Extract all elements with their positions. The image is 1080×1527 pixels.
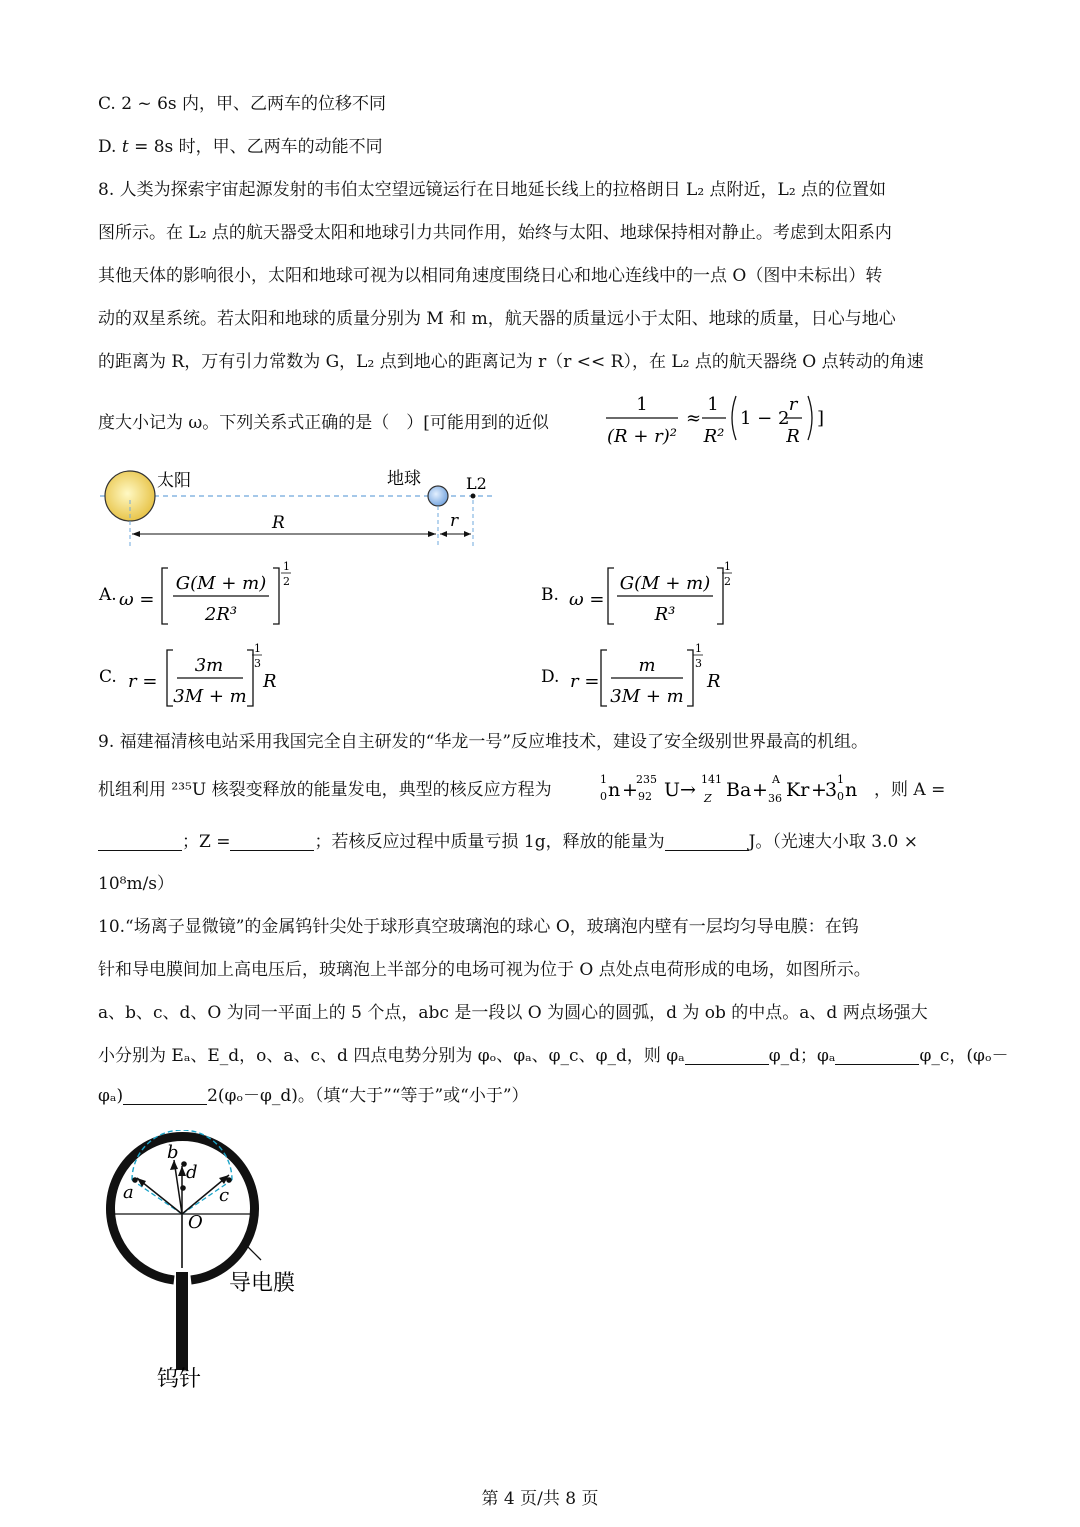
option-b-den: R³ [654,604,676,625]
n-charge: 0 [600,790,607,803]
option-d-var: t [121,137,129,157]
label-O: O [188,1212,203,1233]
q9-energy-text: ；若核反应过程中质量亏损 1g，释放的能量为 [314,832,665,852]
neutron-2: n [845,779,858,801]
distance-R-label: R [272,513,285,533]
distance-r-label: r [450,511,459,531]
figure-field-ion-microscope [95,1130,335,1400]
q10-line-5 [98,1083,529,1109]
earth-icon [428,486,448,506]
u-mass: 235 [636,773,657,786]
page-footer: 第 4 页/共 8 页 [481,1489,599,1509]
option-a-q8 [95,558,315,633]
option-b-lhs: ω = [569,589,605,610]
option-d-den: 3M + m [610,686,684,707]
approx-formula [600,388,840,458]
nuclear-reaction-equation [598,766,888,810]
tungsten-needle [176,1272,188,1370]
n2-mass: 1 [837,773,844,786]
krypton: Kr [786,779,810,801]
l2-label: L2 [466,474,487,493]
neutron: n [608,779,621,801]
q8-line-4: 动的双星系统。若太阳和地球的质量分别为 M 和 m，航天器的质量远小于太阳、地球的质量，日心与地心 [98,309,896,329]
option-c-exp-den: 3 [254,657,261,670]
q10-line-5-text: 2(φₒ－φ_d)。（填“大于”“等于”或“小于”） [207,1086,529,1106]
option-a-num: G(M + m) [175,573,267,594]
q9-line-4: 10⁸m/s） [98,874,175,894]
option-a-den: 2R³ [204,604,238,625]
q9-light-speed-text: J。（光速大小取 3.0 × [748,832,918,852]
label-c: c [219,1185,230,1206]
option-c-exp-num: 1 [254,642,261,655]
option-c-label: C. [99,667,117,687]
q10-line-5-start: φₐ) [98,1086,124,1106]
plus-1: + [622,779,638,801]
answer-blank-phi-a-c[interactable] [835,1046,919,1065]
approx-close: ] [817,408,825,429]
label-conductive-film: 导电膜 [229,1271,296,1296]
answer-blank-phi-a-d[interactable] [685,1046,769,1065]
q8-line-6: 度大小记为 ω。下列关系式正确的是（ ）[可能用到的近似 [98,413,549,433]
point-c [226,1177,232,1183]
q10-line-4 [98,1043,1009,1069]
answer-blank-phi-diff[interactable] [123,1086,207,1105]
plus-3: + [811,779,827,801]
q10-line-4-text: 小分别为 Eₐ、E_d，o、a、c、d 四点电势分别为 φₒ、φₐ、φ_c、φ_d，则 φₐ [98,1046,685,1066]
option-a-lhs: ω = [119,589,155,610]
q8-line-1: 8. 人类为探索宇宙起源发射的韦伯太空望远镜运行在日地延长线上的拉格朗日 L₂ 点附近，L₂ 点的位置如 [98,180,887,200]
l2-point [471,494,476,499]
q10-line-2: 针和导电膜间加上高电压后，玻璃泡上半部分的电场可视为位于 O 点处点电荷形成的电场，如图所示。 [98,960,871,980]
approx-lhs-den: (R + r)² [607,426,677,447]
sun-icon [105,471,155,521]
option-d-label: D. [541,667,560,687]
option-c-lhs: r = [128,671,158,692]
ba-mass: 141 [701,773,722,786]
option-b-num: G(M + m) [619,573,711,594]
q9-z-text: ；Z = [182,832,231,852]
arrow: → [680,779,696,801]
option-d-lhs: r = [570,671,600,692]
label-tungsten-needle: 钨针 [157,1367,202,1392]
coefficient: 3 [825,779,838,801]
option-d-num: m [638,655,656,676]
option-b-exp-num: 1 [724,560,731,573]
option-a-label: A. [99,585,117,605]
n-mass: 1 [600,773,607,786]
q9-line-3 [98,829,918,855]
answer-blank-A[interactable] [98,832,182,851]
approx-frac-den: R [786,426,800,447]
option-a-exp-num: 1 [283,560,290,573]
approx-lhs-num: 1 [636,394,648,415]
option-d-q7 [98,134,383,160]
answer-blank-energy[interactable] [665,832,749,851]
q8-line-5: 的距离为 R，万有引力常数为 G，L₂ 点到地心的距离记为 r（r << R），在 L₂ 点的航天器绕 O 点转动的角速 [98,352,924,372]
label-a: a [123,1182,134,1203]
option-d-text: = 8s 时，甲、乙两车的动能不同 [128,137,383,157]
n2-charge: 0 [837,790,844,803]
option-c-num: 3m [194,655,224,676]
approx-rhs-den: R² [703,426,725,447]
option-d-prefix: D. [98,137,122,157]
label-d: d [186,1162,198,1183]
kr-mass: A [772,773,780,786]
q8-line-2: 图所示。在 L₂ 点的航天器受太阳和地球引力共同作用，始终与太阳、地球保持相对静止。考虑到太阳系内 [98,223,892,243]
approx-sign: ≈ [686,408,702,429]
point-d [180,1185,186,1191]
plus-2: + [752,779,768,801]
option-c-q7: C. 2 ~ 6s 内，甲、乙两车的位移不同 [98,94,387,114]
option-c-q8 [95,640,315,715]
uranium: U [664,779,681,801]
approx-bracket-text: 1 − 2 [740,408,790,429]
approx-rhs-num: 1 [707,394,719,415]
ba-charge: Z [704,792,712,805]
sun-label: 太阳 [157,471,191,491]
q10-line-4-mid: φ_d；φₐ [768,1046,836,1066]
u-charge: 92 [638,790,652,803]
option-d-exp-den: 3 [695,657,702,670]
q10-line-3: a、b、c、d、O 为同一平面上的 5 个点，abc 是一段以 O 为圆心的圆弧，d 为 ob 的中点。a、d 两点场强大 [98,1003,928,1023]
q9-line-2-end: ，则 A = [874,780,946,800]
option-d-q8 [537,640,757,715]
q10-line-4-end: φ_c，(φₒ－ [919,1046,1009,1066]
q9-line-1: 9. 福建福清核电站采用我国完全自主研发的“华龙一号”反应堆技术，建设了安全级别世界最高的机组。 [98,732,869,752]
option-d-tail: R [707,671,721,692]
option-a-exp-den: 2 [283,575,290,588]
earth-label: 地球 [387,469,421,489]
option-d-exp-num: 1 [695,642,702,655]
option-b-exp-den: 2 [724,575,731,588]
option-b-label: B. [541,585,559,605]
q8-line-3: 其他天体的影响很小，太阳和地球可视为以相同角速度围绕日心和地心连线中的一点 O（图中未标出）转 [98,266,883,286]
option-c-den: 3M + m [173,686,247,707]
barium: Ba [726,779,752,801]
answer-blank-Z[interactable] [230,832,314,851]
q9-line-2-text: 机组利用 ²³⁵U 核裂变释放的能量发电，典型的核反应方程为 [98,780,552,800]
approx-frac-num: r [788,394,798,415]
kr-charge: 36 [768,792,782,805]
option-c-tail: R [263,671,277,692]
q10-line-1: 10.“场离子显微镜”的金属钨针尖处于球形真空玻璃泡的球心 O，玻璃泡内壁有一层均匀导电膜：在钨 [98,917,859,937]
option-b-q8 [537,558,757,633]
label-b: b [167,1142,179,1163]
q9-line-2 [98,777,552,803]
figure-sun-earth-l2 [95,462,505,557]
